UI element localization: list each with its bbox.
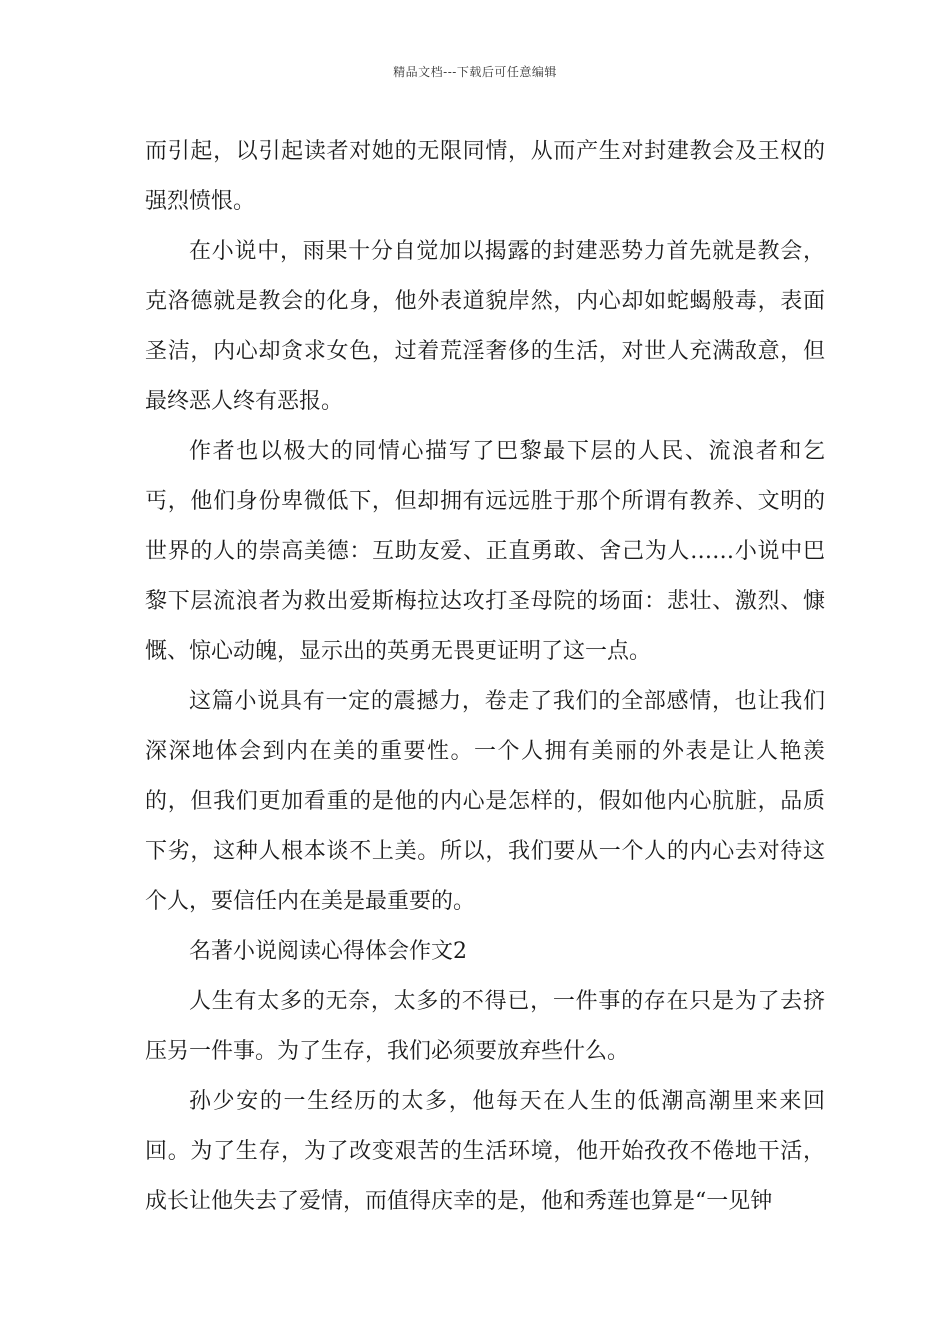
page-header: 精品文档---下载后可任意编辑 bbox=[393, 65, 557, 79]
paragraph-2: 在小说中，雨果十分自觉加以揭露的封建恶势力首先就是教会，克洛德就是教会的化身，他外表道貌岸然，内心却如蛇蝎般毒，表面圣洁，内心却贪求女色，过着荒淫奢侈的生活，对世人充满敌意，但最终恶人终有恶报。 bbox=[145, 239, 825, 414]
paragraph-6: 孙少安的一生经历的太多，他每天在人生的低潮高潮里来来回回。为了生存，为了改变艰苦的生活环境，他开始孜孜不倦地干活，成长让他失去了爱情，而值得庆幸的是，他和秀莲也算是“一见钟 bbox=[145, 1089, 825, 1214]
document-body bbox=[145, 127, 825, 1227]
paragraph-1: 而引起，以引起读者对她的无限同情，从而产生对封建教会及王权的强烈愤恨。 bbox=[145, 139, 825, 214]
paragraph-3: 作者也以极大的同情心描写了巴黎最下层的人民、流浪者和乞丐，他们身份卑微低下，但却拥有远远胜于那个所谓有教养、文明的世界的人的崇高美德：互助友爱、正直勇敢、舍己为人……小说中巴黎下层流浪者为救出爱斯梅拉达攻打圣母院的场面：悲壮、激烈、慷慨、惊心动魄，显示出的英勇无畏更证明了这一点。 bbox=[145, 439, 825, 664]
paragraph-5: 人生有太多的无奈，太多的不得已，一件事的存在只是为了去挤压另一件事。为了生存，我们必须要放弃些什么。 bbox=[145, 989, 825, 1064]
paragraph-4: 这篇小说具有一定的震撼力，卷走了我们的全部感情，也让我们深深地体会到内在美的重要性。一个人拥有美丽的外表是让人艳羡的，但我们更加看重的是他的内心是怎样的，假如他内心肮脏，品质下劣，这种人根本谈不上美。所以，我们要从一个人的内心去对待这个人，要信任内在美是最重要的。 bbox=[145, 689, 825, 914]
section-heading: 名著小说阅读心得体会作文2 bbox=[189, 939, 467, 964]
